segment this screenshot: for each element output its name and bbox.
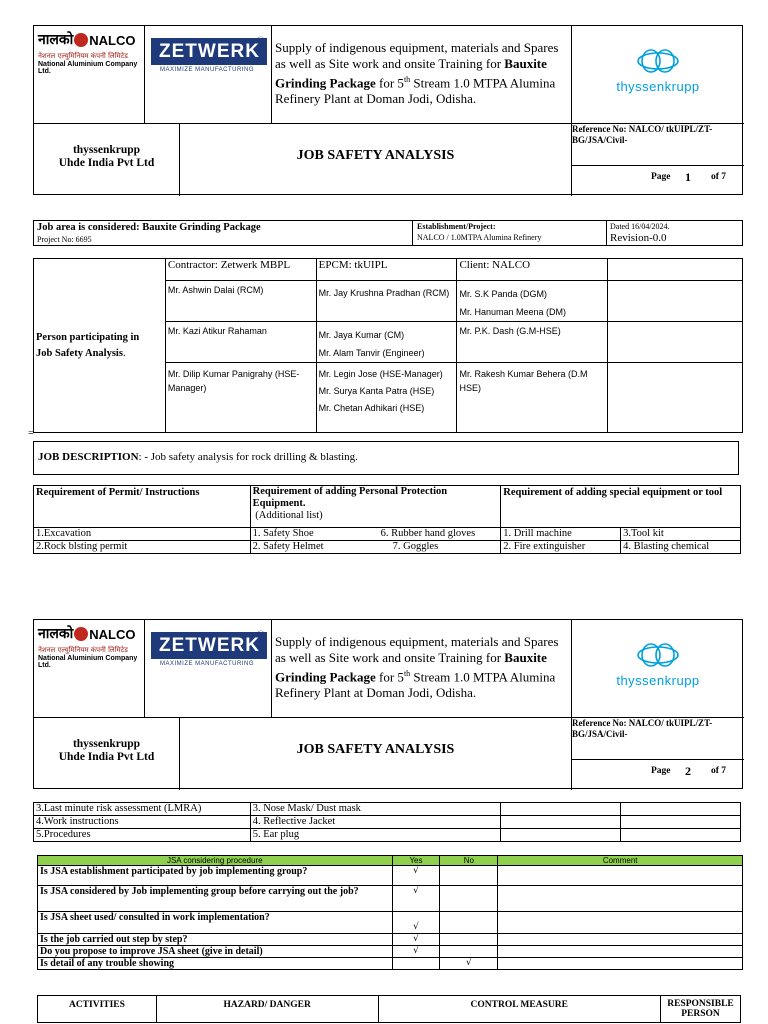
reference-number: Reference No: NALCO/ tkUIPL/ZT-BG/JSA/Civil- [572,124,713,145]
establishment-label: Establishment/Project: [417,222,496,231]
hazard-header: HAZARD/ DANGER [156,996,378,1023]
nalco-logo: नालको NALCO नेशनल एल्युमिनियम कंपनी लिमिटेड National Aluminium Company Ltd. [38,626,138,669]
yes-check: √ [392,934,440,946]
participant-cell: Mr. P.K. Dash (G.M-HSE) [457,322,608,363]
participant-cell: Mr. Ashwin Dalai (RCM) [165,281,316,322]
job-description: JOB DESCRIPTION: - Job safety analysis for rock drilling & blasting. [33,441,739,475]
revision: Revision-0.0 [610,232,667,244]
thyssenkrupp-emblem-icon [636,48,680,74]
requirements-table [33,485,741,554]
zetwerk-logo: ZETWERK MAXIMIZE MANUFACTURING ® [151,632,267,675]
page-title: JOB SAFETY ANALYSIS [296,148,455,163]
stray-mark: = [28,428,34,439]
checklist-header-row [38,856,743,866]
activities-header: ACTIVITIES [38,996,157,1023]
permit-item: 5.Procedures [34,829,251,842]
ppe-header: Requirement of adding Personal Protection Equipment. (Additional list) [250,486,501,528]
tool-item: 3.Tool kit [621,528,741,541]
jsa-checklist-table [37,855,743,970]
checklist-header: No [440,856,498,866]
nalco-logo: नालको NALCO नेशनल एल्युमिनियम कंपनी लिमिटेड National Aluminium Company Ltd. [38,32,138,75]
yes-check: √ [392,912,440,934]
page2-header: नालको NALCO नेशनल एल्युमिनियम कंपनी लिमिटेड National Aluminium Company Ltd. ZETWERK MAXIMIZE MANUFACTURING ® Supply of indigenous equipment, materials and Spares as well as Site work and onsite Training for Bauxite Grinding Package for 5th Stream 1.0 MTPA Alumina Refinery Plant at Doman Jodi, Odisha. thyssenkrupp thyssenkrupp Uhde India Pvt Ltd JOB SAFETY ANALYSIS Reference No: NALCO/ tkUIPL/ZT-BG/JSA/Civil- Page 2 of 7 [33,619,743,789]
ppe-item: 3. Nose Mask/ Dust mask [250,803,501,816]
checklist-row: Do you propose to improve JSA sheet (give in detail) √ [38,946,743,958]
client-header: Client: NALCO [457,259,608,281]
tool-header: Requirement of adding special equipment or tool [501,486,741,528]
yes-check: √ [392,886,440,912]
page1-header: नालको NALCO नेशनल एल्युमिनियम कंपनी लिमिटेड National Aluminium Company Ltd. ZETWERK MAXIMIZE MANUFACTURING ® Supply of indigenous equipment, materials and Spares as well as Site work and onsite Training for Bauxite Grinding Package for 5th Stream 1.0 MTPA Alumina Refinery Plant at Doman Jodi, Odisha. thyssenkrupp thyssenkrupp Uhde India Pvt Ltd JOB SAFETY ANALYSIS Reference No: NALCO/ tkUIPL/ZT-BG/JSA/Civil- Page 1 of 7 [33,25,743,195]
permit-item: 3.Last minute risk assessment (LMRA) [34,803,251,816]
thyssenkrupp-emblem-icon [636,642,680,668]
permit-item: 1.Excavation [34,528,251,541]
no-check [440,886,498,912]
thyssenkrupp-logo: thyssenkrupp [574,642,742,688]
permit-item: 4.Work instructions [34,816,251,829]
company-name: thyssenkrupp Uhde India Pvt Ltd [58,144,155,169]
no-check [440,912,498,934]
zetwerk-logo: ZETWERK MAXIMIZE MANUFACTURING ® [151,38,267,81]
tool-item: 2. Fire extinguisher [501,541,621,554]
date: Dated 16/04/2024. [610,222,670,231]
company-name: thyssenkrupp Uhde India Pvt Ltd [58,738,155,763]
checklist-header: Yes [392,856,440,866]
checklist-header: Comment [498,856,743,866]
reference-number: Reference No: NALCO/ tkUIPL/ZT-BG/JSA/Civil- [572,718,713,739]
permit-item: 2.Rock blsting permit [34,541,251,554]
thyssenkrupp-logo: thyssenkrupp [574,48,742,94]
no-check: √ [440,958,498,970]
no-check [440,866,498,886]
participants-table [33,258,743,433]
participant-cell: Mr. Dilip Kumar Panigrahy (HSE-Manager) [165,363,316,433]
requirements-continued-table [33,802,741,842]
supply-description: Supply of indigenous equipment, materials and Spares as well as Site work and onsite Training for Bauxite Grinding Package for 5th Stream 1.0 MTPA Alumina Refinery Plant at Doman Jodi, Odisha. [275,634,559,701]
job-area-value: : Bauxite Grinding Package [136,222,261,233]
yes-check [392,958,440,970]
epcm-header: EPCM: tkUIPL [316,259,457,281]
checklist-header: JSA considering procedure [38,856,393,866]
participant-cell: Mr. Rakesh Kumar Behera (D.M HSE) [457,363,608,433]
yes-check: √ [392,866,440,886]
participant-cell: Mr. Jaya Kumar (CM) Mr. Alam Tanvir (Engineer) [316,322,457,363]
job-area-box [33,220,743,246]
tool-item: 1. Drill machine [501,528,621,541]
participant-cell: Mr. Legin Jose (HSE-Manager) Mr. Surya Kanta Patra (HSE) Mr. Chetan Adhikari (HSE) [316,363,457,433]
no-check [440,934,498,946]
responsible-person-header: RESPONSIBLE PERSON [661,996,741,1023]
participant-cell: Mr. Kazi Atikur Rahaman [165,322,316,363]
participants-side-label: Person participating in Job Safety Analysis. [34,259,166,433]
yes-check: √ [392,946,440,958]
no-check [440,946,498,958]
ppe-item: 4. Reflective Jacket [250,816,501,829]
contractor-header: Contractor: Zetwerk MBPL [165,259,316,281]
checklist-row: Is the job carried out step by step? √ [38,934,743,946]
ppe-item: 5. Ear plug [250,829,501,842]
participant-cell: Mr. S.K Panda (DGM) Mr. Hanuman Meena (DM) [457,281,608,322]
ppe-item: 1. Safety Shoe 6. Rubber hand gloves [250,528,501,541]
checklist-row: Is JSA sheet used/ consulted in work implementation? √ [38,912,743,934]
checklist-row: Is JSA establishment participated by job implementing group? √ [38,866,743,886]
supply-description: Supply of indigenous equipment, materials and Spares as well as Site work and onsite Training for Bauxite Grinding Package for 5th Stream 1.0 MTPA Alumina Refinery Plant at Doman Jodi, Odisha. [275,40,559,107]
project-number: Project No: 6695 [37,235,92,244]
ppe-item: 2. Safety Helmet 7. Goggles [250,541,501,554]
activities-table [37,995,741,1023]
page-title: JOB SAFETY ANALYSIS [296,742,455,757]
tool-item: 4. Blasting chemical [621,541,741,554]
control-measure-header: CONTROL MEASURE [378,996,661,1023]
checklist-row: Is detail of any trouble showing √ [38,958,743,970]
participant-cell: Mr. Jay Krushna Pradhan (RCM) [316,281,457,322]
establishment-value: NALCO / 1.0MTPA Alumina Refinery [417,233,542,242]
checklist-row: Is JSA considered by Job implementing group before carrying out the job? √ [38,886,743,912]
job-area-label: Job area is considered [37,222,137,233]
permit-header: Requirement of Permit/ Instructions [34,486,251,528]
